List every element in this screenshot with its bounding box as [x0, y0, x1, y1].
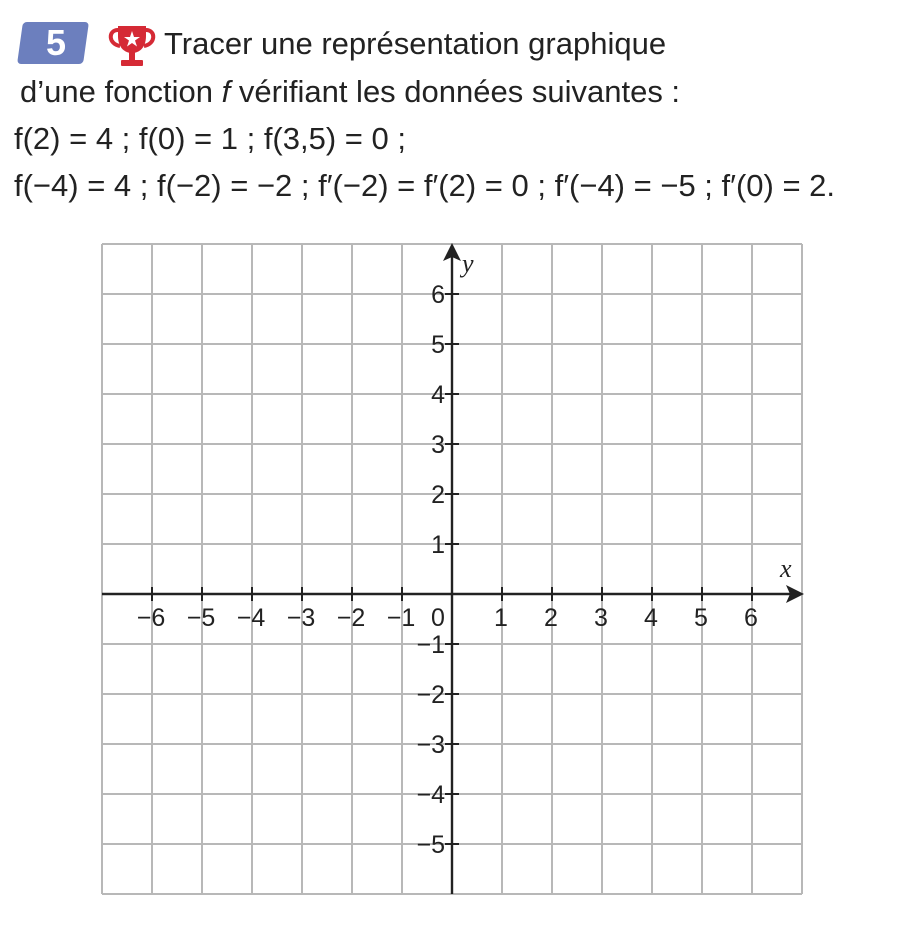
x-tick-label: 3	[594, 604, 608, 632]
x-tick-label: 5	[694, 604, 708, 632]
y-tick-label: −2	[416, 681, 445, 709]
x-tick-label: 6	[744, 604, 758, 632]
x-axis-label: x	[780, 554, 792, 583]
x-tick-label: 2	[544, 604, 558, 632]
y-tick-label: −1	[416, 631, 445, 659]
x-tick-label: −3	[286, 604, 316, 632]
y-tick-label: 3	[431, 431, 445, 459]
instruction-prefix: d’une fonction	[20, 74, 222, 109]
x-tick-label: −5	[186, 604, 216, 632]
y-tick-label: −3	[416, 731, 445, 759]
x-tick-label: 4	[644, 604, 658, 632]
x-tick-label: −2	[336, 604, 366, 632]
axes	[102, 243, 804, 894]
y-tick-label: −4	[416, 781, 445, 809]
x-tick-label: −6	[136, 604, 166, 632]
conditions-line-2: f(−4) = 4 ; f(−2) = −2 ; f′(−2) = f′(2) = 0 ; f′(−4) = −5 ; f′(0) = 2.	[14, 168, 836, 203]
x-tick-label: 1	[494, 604, 508, 632]
y-tick-label: 4	[431, 381, 445, 409]
y-axis-label: y	[462, 249, 474, 278]
instruction-function-name: f	[221, 74, 231, 109]
conditions-line-1: f(2) = 4 ; f(0) = 1 ; f(3,5) = 0 ;	[14, 121, 406, 156]
exercise-title: Tracer une représentation graphique	[164, 26, 667, 61]
y-tick-labels	[416, 281, 445, 859]
y-tick-label: 2	[431, 481, 445, 509]
origin-label: 0	[431, 604, 445, 632]
y-tick-label: 1	[431, 531, 445, 559]
y-tick-label: 6	[431, 281, 445, 309]
x-tick-labels	[137, 604, 758, 632]
y-tick-label: 5	[431, 331, 445, 359]
x-tick-label: −1	[386, 604, 416, 632]
exercise-number: 5	[46, 22, 67, 63]
instruction-suffix: vérifiant les données suivantes :	[230, 74, 681, 109]
y-tick-label: −5	[416, 831, 445, 859]
x-tick-label: −4	[236, 604, 266, 632]
